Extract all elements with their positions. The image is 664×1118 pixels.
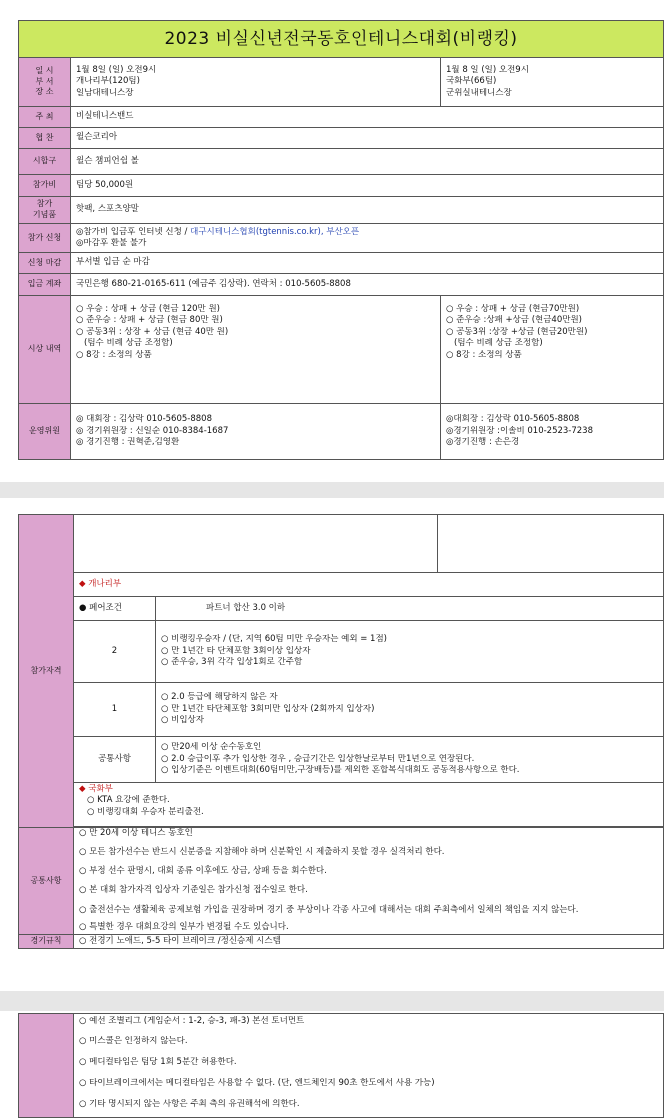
gift-label-2: 기념품 [32, 210, 57, 219]
rules-more-4: ○ 타이브레이크에서는 메디컬타임은 사용할 수 없다. (단, 엔드체인지 90초 한도에서 사용 가능) [79, 1078, 435, 1088]
prize-right-3: ○ 공동3위 :상장 +상금 (현금20만원) [446, 326, 588, 337]
prize-left-5: ○ 8강 : 소정의 상품 [76, 349, 152, 360]
gift-value: 핫팩, 스포츠양말 [71, 197, 664, 224]
grade-1: 1 [74, 683, 156, 737]
div2-rule-2: ○ 비랭킹대회 우승자 분리출전. [87, 806, 204, 817]
rules-more-3: ○ 메디컬타임은 팀당 1회 5분간 허용한다. [79, 1057, 237, 1067]
sponsor-label: 협 찬 [19, 128, 71, 149]
division-right: 국화부(66팀) [446, 76, 497, 87]
qualify-table [18, 514, 664, 949]
page-title: 2023 비실신년전국동호인테니스대회(비랭킹) [19, 21, 664, 58]
blank-cell-left [74, 515, 438, 573]
grade-1-rules [156, 683, 664, 737]
grade-2: 2 [74, 621, 156, 683]
pair-value: 파트너 합산 3.0 이하 [156, 597, 664, 621]
prize-right-5: ○ 8강 : 소정의 상품 [446, 349, 522, 360]
page-gap-2 [0, 991, 664, 1011]
committee-right-3: ◎경기진행 : 손은경 [446, 437, 520, 448]
qualify-label: 참가자격 [19, 515, 74, 828]
committee-left-2: ◎ 경기위원장 : 신일순 010-8384-1687 [76, 425, 229, 436]
common-line-1: ○ 만 20세 이상 테니스 동호인 [79, 828, 193, 838]
pair-label: ● 페어조건 [74, 597, 156, 621]
div2-title: ◆ 국화부 [79, 784, 113, 794]
common-line-3: ○ 부정 선수 판명시, 대회 종류 이후에도 상금, 상패 등을 회수한다. [79, 866, 327, 876]
info-labels [19, 58, 71, 107]
div1-header [74, 573, 664, 597]
prizes-label: 시상 내역 [19, 296, 71, 404]
common-label: 공통사항 [19, 828, 74, 935]
prizes-right [441, 296, 664, 404]
account-label: 입금 계좌 [19, 274, 71, 296]
committee-right-1: ◎대회장 : 김상락 010-5605-8808 [446, 414, 580, 425]
page-3 [18, 1013, 664, 1118]
rules-line: ○ 전경기 노애드, 5-5 타이 브레이크 /정신승제 시스템 [74, 935, 664, 949]
common-block [74, 828, 664, 935]
info-table [18, 20, 664, 460]
blank-cell-right [438, 515, 664, 573]
grade-1-rule-1: ○ 2.0 등급에 해당하지 않은 자 [161, 692, 278, 703]
committee-left [71, 404, 441, 460]
common-rules [156, 737, 664, 783]
page-1 [18, 20, 664, 460]
ball-value: 윌슨 챔피언쉽 볼 [71, 149, 664, 175]
info-left [71, 58, 441, 107]
committee-right [441, 404, 664, 460]
prize-left-1: ○ 우승 : 상패 + 상금 (현금 120만 원) [76, 304, 220, 314]
div2-block [74, 783, 664, 827]
common-line-4: ○ 본 대회 참가자격 입상자 기준일은 참가신청 접수일로 한다. [79, 885, 308, 895]
deadline-value: 부서별 입금 순 마감 [71, 253, 664, 274]
host-label: 주 최 [19, 107, 71, 128]
venue-right: 군위실내테니스장 [446, 87, 512, 98]
apply-label: 참가 신청 [19, 224, 71, 253]
common-rule-1: ○ 만20세 이상 순수동호인 [161, 742, 262, 753]
label-venue: 장 소 [35, 87, 54, 97]
rules-table [18, 1013, 664, 1118]
prize-left-3: ○ 공동3위 : 상장 + 상금 (현금 40만 원) [76, 326, 229, 337]
prize-left-2: ○ 준우승 : 상패 + 상금 (현금 80만 원) [76, 315, 223, 326]
rules-more-1: ○ 예선 조별리그 (게임순서 : 1-2, 승-3, 패-3) 본선 토너먼트 [79, 1016, 305, 1026]
apply-value [71, 224, 664, 253]
label-division: 부 서 [35, 76, 54, 86]
sponsor-value: 윌슨코리아 [71, 128, 664, 149]
venue-left: 일남대테니스장 [76, 87, 134, 98]
common-rule-2: ○ 2.0 승급이후 추가 입상한 경우 , 승급기간은 입상한날로부터 만1년으로 연장된다. [161, 753, 475, 764]
common-rules-label: 공통사항 [74, 737, 156, 783]
grade-2-rules [156, 621, 664, 683]
common-line-2: ○ 모든 참가선수는 반드시 신분증을 지참해야 하며 신분확인 시 제출하지 못할 경우 실격처리 한다. [79, 847, 445, 857]
deadline-label: 신청 마감 [19, 253, 71, 274]
grade-2-rule-2: ○ 만 1년간 타 단체포함 3회이상 입상자 [161, 645, 311, 656]
rules-label: 경기규칙 [19, 935, 74, 949]
div2-rule-1: ○ KTA 요강에 준한다. [87, 795, 170, 806]
rules-label-cont [19, 1014, 74, 1118]
committee-right-2: ◎경기위원장 :이솔비 010-2523-7238 [446, 425, 593, 436]
apply-line-2: ◎마감후 환불 불가 [76, 238, 147, 248]
rules-more-5: ○ 기타 명시되지 않는 사항은 주최 측의 유권해석에 의한다. [79, 1099, 300, 1109]
grade-2-rule-3: ○ 준우승, 3위 각각 입상1회로 간주함 [161, 657, 303, 668]
rules-more-2: ○ 미스콜은 인정하지 않는다. [79, 1036, 188, 1046]
grade-1-rule-2: ○ 만 1년간 타단체포함 3회미만 입상자 (2회까지 입상자) [161, 703, 375, 714]
common-rule-3: ○ 입상기준은 이벤트대회(60팀미만,구장배등)를 제외한 혼합복식대회도 공동적용사항으로 한다. [161, 765, 520, 776]
division-left: 개나리부(120팀) [76, 76, 140, 87]
committee-label: 운영위원 [19, 404, 71, 460]
label-date: 일 시 [35, 65, 54, 75]
rules-more [74, 1014, 664, 1118]
date-left: 1월 8일 (일) 오전9시 [76, 64, 157, 75]
account-value: 국민은행 680-21-0165-611 (예금주 김상락). 연락처 : 010-5605-8808 [71, 274, 664, 296]
div1-title: ◆ 개나리부 [79, 578, 122, 589]
common-line-5: ○ 출전선수는 생활체육 공제보험 가입을 권장하며 경기 중 부상이나 각종 사고에 대해서는 대회 주최측에서 일체의 책임을 지지 않는다. [79, 905, 579, 915]
committee-left-3: ◎ 경기진행 : 권혁준,김영환 [76, 437, 180, 448]
apply-line-1 [76, 227, 658, 238]
grade-1-rule-3: ○ 비입상자 [161, 715, 204, 726]
prize-right-1: ○ 우승 : 상패 + 상금 (현금70만원) [446, 304, 580, 314]
committee-left-1: ◎ 대회장 : 김상락 010-5605-8808 [76, 414, 212, 425]
prize-right-4: (팀수 비례 상금 조정함) [454, 338, 543, 349]
fee-label: 참가비 [19, 175, 71, 197]
common-line-6: ○ 특별한 경우 대회요강의 일부가 변경될 수도 있습니다. [79, 922, 289, 932]
fee-value: 팀당 50,000원 [71, 175, 664, 197]
info-right [441, 58, 664, 107]
prizes-left [71, 296, 441, 404]
prize-right-2: ○ 준우승 :상패 +상금 (현금40만원) [446, 315, 582, 326]
gift-label-1: 참가 [36, 199, 53, 209]
page-2 [18, 514, 664, 949]
host-value: 비실테니스밴드 [71, 107, 664, 128]
gift-label [19, 197, 71, 224]
apply-text: ◎참가비 입금후 인터넷 신청 / [76, 226, 191, 237]
ball-label: 시합구 [19, 149, 71, 175]
date-right: 1월 8 일 (일) 오전9시 [446, 64, 529, 75]
grade-2-rule-1: ○ 비랭킹우승자 / (단, 지역 60팀 미만 우승자는 예외 = 1점) [161, 634, 387, 645]
page-gap-1 [0, 482, 664, 498]
apply-link[interactable]: 대구시테니스협회(tgtennis.co.kr), 부산오픈 [190, 226, 360, 237]
prize-left-4: (팀수 비례 상금 조정함) [84, 338, 173, 349]
